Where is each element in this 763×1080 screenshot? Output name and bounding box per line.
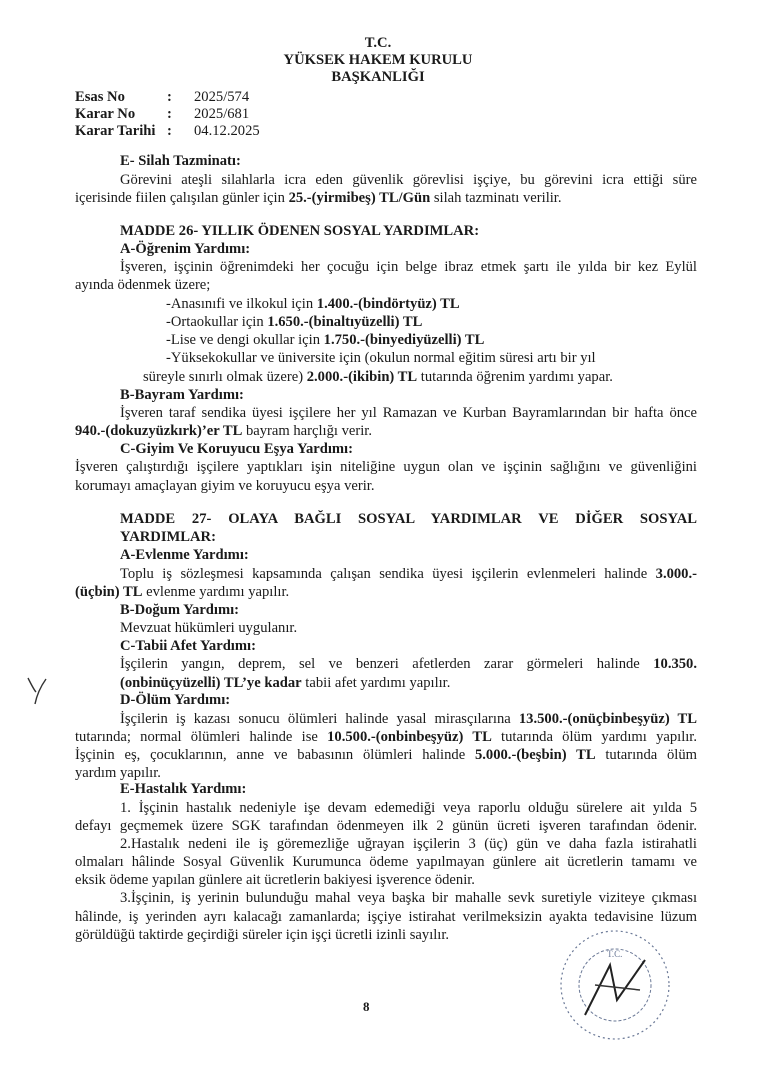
list-item — [166, 331, 697, 349]
section-heading — [120, 637, 697, 655]
bold-text: 940.-(dokuzyüzkırk)’er TL — [75, 423, 243, 439]
header-institution: YÜKSEK HAKEM KURULU — [283, 52, 473, 68]
meta-sep: : — [167, 123, 172, 139]
text-line — [75, 746, 697, 764]
bold-text: 10.500.-(onbinbeşyüz) TL — [327, 729, 492, 745]
section-heading — [120, 601, 697, 619]
bold-text: C-Giyim Ve Koruyucu Eşya Yardımı: — [120, 441, 353, 457]
list-item — [166, 313, 697, 331]
text: Görevini ateşli silahlarla icra eden güvenlik görevlisi işçiye, bu görevini icra ettiği süre — [120, 172, 697, 188]
text: -Yüksekokullar ve üniversite için (okulun normal eğitim süresi artı bir yıl — [166, 350, 596, 366]
text-line — [120, 710, 697, 728]
bold-text: 10.350. — [653, 656, 697, 672]
text: İşçilerin yangın, deprem, sel ve benzeri afetlerden zarar görmeleri halinde — [120, 656, 654, 672]
text: ayında ödenmek üzere; — [75, 277, 211, 293]
text-line — [75, 871, 697, 889]
text: -Lise ve dengi okullar için — [166, 332, 324, 348]
text-line — [120, 619, 697, 637]
text: İşveren, işçinin öğrenimdeki her çocuğu için belge ibraz etmek şartı ile yılda bir kez Eylül — [120, 259, 697, 275]
text: 1. İşçinin hastalık nedeniyle işe devam edemediği veya raporlu olduğu sürelere ait yılda 5 — [120, 800, 697, 816]
section-heading — [120, 440, 697, 458]
bold-text: 2.000.-(ikibin) TL — [306, 369, 418, 385]
text-line — [75, 853, 697, 871]
text: görüldüğü taktirde geçirdiği süreler için işçi ücretli izinli sayılır. — [75, 927, 450, 943]
bold-text: B-Bayram Yardımı: — [120, 387, 244, 403]
bold-text: (üçbin) TL — [75, 584, 143, 600]
text: evlenme yardımı yapılır. — [142, 584, 290, 600]
svg-text:T.C.: T.C. — [607, 949, 623, 959]
bold-text: (onbinüçyüzelli) TL’ye kadar — [120, 675, 302, 691]
bold-text: C-Tabii Afet Yardımı: — [120, 638, 256, 654]
meta-karar-tarihi — [75, 122, 260, 140]
text: İşveren taraf sendika üyesi işçilere her yıl Ramazan ve Kurban Bayramlarından bir hafta önce — [120, 405, 697, 421]
text: olmaları hâlinde Sosyal Güvenlik Kurumunca ödeme yapılmayan günlere ait ücretlerin tamamı ve — [75, 854, 697, 870]
text: tabii afet yardımı yapılır. — [301, 675, 451, 691]
article-heading — [120, 222, 697, 240]
bold-text: 13.500.-(onüçbinbeşyüz) TL — [518, 711, 697, 727]
text-line — [75, 477, 697, 495]
text-line — [120, 258, 697, 276]
text: tutarında ölüm — [595, 747, 697, 763]
text: hâlinde, iş yerinden ayrı kalacağı zamanlarda; işçiye istirahat verilmeksizin ayakta tedavisine lüzum — [75, 909, 697, 925]
bold-text: A-Öğrenim Yardımı: — [120, 241, 251, 257]
section-heading — [120, 546, 697, 564]
bold-text: MADDE 27- OLAYA BAĞLI SOSYAL YARDIMLAR VE DİĞER SOSYAL — [120, 511, 697, 527]
text: defayı geçmemek üzere SGK tarafından ödenmeyen ilk 2 günün ücreti işveren tarafından ödenir. — [75, 818, 697, 834]
bold-text: E- Silah Tazminatı: — [120, 153, 241, 169]
bold-text: D-Ölüm Yardımı: — [120, 692, 231, 708]
text-line — [120, 404, 697, 422]
meta-sep: : — [167, 89, 172, 105]
text-line — [75, 422, 697, 440]
section-heading — [120, 152, 697, 170]
text-line — [120, 835, 697, 853]
meta-value: 2025/681 — [194, 106, 250, 122]
article-heading — [120, 510, 697, 528]
text-line — [120, 565, 697, 583]
text-line — [75, 189, 697, 207]
text-line — [75, 817, 697, 835]
text: süreyle sınırlı olmak üzere) — [143, 369, 307, 385]
header-presidency: BAŞKANLIĞI — [331, 69, 425, 85]
text-line — [120, 171, 697, 189]
text: İşveren çalıştırdığı işçilere yaptıkları işin niteliğine uygun olan ve işçinin sağlığını ve güvenliğini — [75, 459, 697, 475]
bold-text: 1.750.-(binyediyüzelli) TL — [323, 332, 485, 348]
meta-key: Karar Tarihi — [75, 123, 156, 139]
text: yardım yapılır. — [75, 765, 161, 781]
text-line — [120, 799, 697, 817]
text: içerisinde fiilen çalışılan günler için — [75, 190, 289, 206]
text: tutarında ölüm yardımı yapılır. — [491, 729, 698, 745]
bold-text: 1.400.-(bindörtyüz) TL — [316, 296, 460, 312]
section-heading — [120, 386, 697, 404]
header-tc: T.C. — [364, 35, 392, 51]
text-line — [75, 458, 697, 476]
text: -Anasınıfi ve ilkokul için — [166, 296, 317, 312]
article-heading — [120, 528, 697, 546]
section-heading — [120, 691, 697, 709]
text: eksik ödeme yapılan günlere ait ücretlerin bakiyesi işverence ödenir. — [75, 872, 475, 888]
text: -Ortaokullar için — [166, 314, 268, 330]
text: Mevzuat hükümleri uygulanır. — [120, 620, 298, 636]
meta-value: 2025/574 — [194, 89, 250, 105]
text-line — [75, 728, 697, 746]
text: İşçinin eş, çocuklarının, anne ve babasının ölümleri halinde — [75, 747, 475, 763]
bold-text: YARDIMLAR: — [120, 529, 216, 545]
text: silah tazminatı verilir. — [430, 190, 562, 206]
meta-value: 04.12.2025 — [194, 123, 260, 139]
meta-key: Esas No — [75, 89, 125, 105]
bold-text: 1.650.-(binaltıyüzelli) TL — [267, 314, 423, 330]
bold-text: 3.000.- — [655, 566, 697, 582]
text: bayram harçlığı verir. — [242, 423, 372, 439]
meta-sep: : — [167, 106, 172, 122]
bold-text: E-Hastalık Yardımı: — [120, 781, 247, 797]
text: tutarında öğrenim yardımı yapar. — [417, 369, 613, 385]
bold-text: A-Evlenme Yardımı: — [120, 547, 249, 563]
meta-karar-no — [75, 105, 249, 123]
bold-text: B-Doğum Yardımı: — [120, 602, 240, 618]
text: Toplu iş sözleşmesi kapsamında çalışan sendika üyesi işçilerin evlenmeleri halinde — [120, 566, 656, 582]
page-number: 8 — [363, 999, 370, 1014]
text: 3.İşçinin, iş yerinin bulunduğu mahal veya başka bir mahalle sevk suretiyle viziteye çıkması — [120, 890, 697, 906]
list-item — [166, 295, 697, 313]
list-item — [166, 349, 697, 367]
text-line — [75, 908, 697, 926]
text: İşçilerin iş kazası sonucu ölümleri halinde yasal mirasçılarına — [120, 711, 519, 727]
bold-text: 5.000.-(beşbin) TL — [474, 747, 596, 763]
text: 2.Hastalık nedeni ile iş göremezliğe uğrayan işçilerin 3 (üç) gün ve daha fazla istirahatli — [120, 836, 697, 852]
official-stamp — [555, 925, 675, 1050]
meta-key: Karar No — [75, 106, 136, 122]
text: tutarında; normal ölümleri halinde ise — [75, 729, 328, 745]
bold-text: MADDE 26- YILLIK ÖDENEN SOSYAL YARDIMLAR: — [120, 223, 480, 239]
text-line — [143, 368, 697, 386]
meta-esas-no — [75, 88, 249, 106]
text-line — [120, 655, 697, 673]
text: korumayı amaçlayan giyim ve koruyucu eşya verir. — [75, 478, 375, 494]
text-line — [75, 583, 697, 601]
handwritten-mark — [26, 676, 50, 711]
section-heading — [120, 240, 697, 258]
text-line — [75, 276, 697, 294]
section-heading — [120, 780, 697, 798]
text-line — [120, 674, 697, 692]
bold-text: 25.-(yirmibeş) TL/Gün — [288, 190, 431, 206]
text-line — [120, 889, 697, 907]
